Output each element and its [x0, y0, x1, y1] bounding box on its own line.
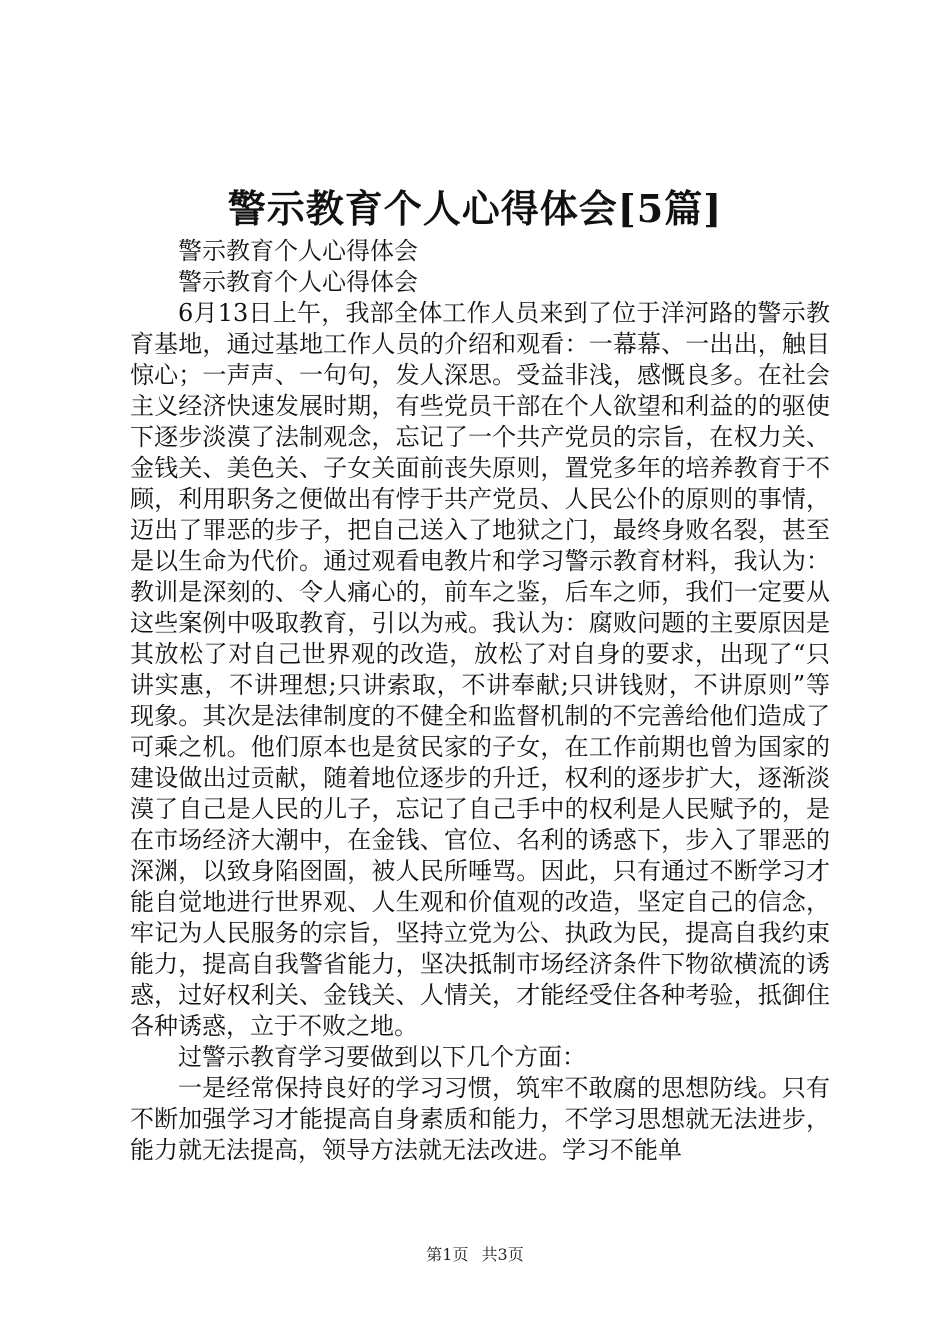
- page-number: 第1页: [426, 1245, 469, 1264]
- document-title: 警示教育个人心得体会[5篇]: [227, 186, 723, 231]
- paragraph-main: 6月13日上午，我部全体工作人员来到了位于洋河路的警示教育基地，通过基地工作人员的介绍和观看：一幕幕、一出出，触目惊心；一声声、一句句，发人深思。受益非浅，感慨良多。在社会主义经济快速发展时期，有些党员干部在个人欲望和利益的的驱使下逐步淡漠了法制观念，忘记了一个共产党员的宗旨，在权力关、金钱关、美色关、子女关面前丧失原则，置党多年的培养教育于不顾，利用职务之便做出有悖于共产党员、人民公仆的原则的事情，迈出了罪恶的步子，把自己送入了地狱之门，最终身败名裂，甚至是以生命为代价。通过观看电教片和学习警示教育材料，我认为：教训是深刻的、令人痛心的，前车之鉴，后车之师，我们一定要从这些案例中吸取教育，引以为戒。我认为：腐败问题的主要原因是其放松了对自己世界观的改造，放松了对自身的要求，出现了“只讲实惠，不讲理想;只讲索取，不讲奉献;只讲钱财，不讲原则”等现象。其次是法律制度的不健全和监督机制的不完善给他们造成了可乘之机。他们原本也是贫民家的子女，在工作前期也曾为国家的建设做出过贡献，随着地位逐步的升迁，权利的逐步扩大，逐渐淡漠了自己是人民的儿子，忘记了自己手中的权利是人民赋予的，是在市场经济大潮中，在金钱、官位、名利的诱惑下，步入了罪恶的深渊，以致身陷囹圄，被人民所唾骂。因此，只有通过不断学习才能自觉地进行世界观、人生观和价值观的改造，坚定自己的信念，牢记为人民服务的宗旨，坚持立党为公、执政为民，提高自我约束能力，提高自我警省能力，坚决抵制市场经济条件下物欲横流的诱惑，过好权利关、金钱关、人情关，才能经受住各种考验，抵御住各种诱惑，立于不败之地。: [130, 299, 830, 1040]
- paragraph-subtitle-1: 警示教育个人心得体会: [178, 237, 418, 265]
- document-body: [130, 236, 830, 1166]
- page-total: 共3页: [481, 1245, 524, 1264]
- paragraph-point-1: 一是经常保持良好的学习习惯，筑牢不敢腐的思想防线。只有不断加强学习才能提高自身素质和能力，不学习思想就无法进步，能力就无法提高，领导方法就无法改进。学习不能单: [130, 1074, 830, 1164]
- page-footer: [0, 1244, 950, 1266]
- paragraph-subtitle-2: 警示教育个人心得体会: [178, 268, 418, 296]
- paragraph-intro-points: 过警示教育学习要做到以下几个方面：: [178, 1043, 586, 1071]
